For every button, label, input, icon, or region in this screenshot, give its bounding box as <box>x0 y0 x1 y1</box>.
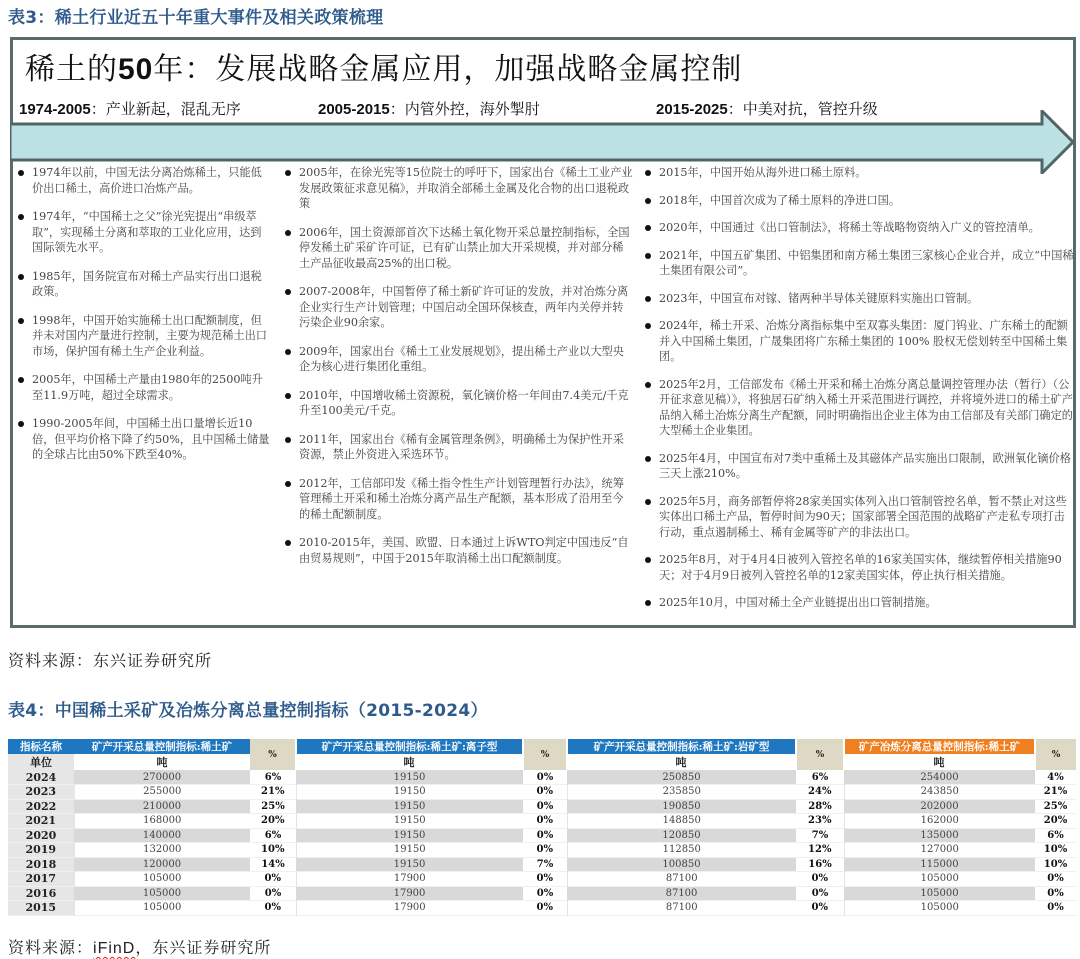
year-cell: 2015 <box>8 901 74 916</box>
timeline-heading <box>25 44 742 88</box>
value-cell: 243850 <box>844 785 1035 800</box>
year-cell: 2021 <box>8 814 74 829</box>
event-item: 2025年2月，工信部发布《稀土开采和稀土冶炼分离总量调控管理办法（暂行）（公开征求意见稿）》，将独居石矿纳入稀土开采范围进行调控，并将境外进口的稀土矿产品纳入稀土冶炼分离生产配额，同时明确指出企业主体为由工信部及有关部门确定的大型稀土企业集团。 <box>643 377 1075 439</box>
pct-cell: 0% <box>523 799 567 814</box>
value-cell: 87100 <box>567 886 796 901</box>
event-item: 2006年，国土资源部首次下达稀土氧化物开采总量控制指标，全国停发稀土矿采矿许可证，已有矿山禁止加大开采规模，并对部分稀土产品征收最高25%的出口税。 <box>283 225 633 272</box>
pct-cell: 0% <box>523 901 567 916</box>
event-item: 2021年，中国五矿集团、中铝集团和南方稀土集团三家核心企业合并，成立“中国稀土集团有限公司”。 <box>643 248 1075 279</box>
table-row <box>8 901 1076 916</box>
unit-col-1: 吨 <box>74 754 250 770</box>
table-row <box>8 799 1076 814</box>
table-row <box>8 814 1076 829</box>
pct-cell: 25% <box>1035 799 1076 814</box>
header-indicator-name: 指标名称 <box>8 739 74 754</box>
pct-cell: 16% <box>796 857 844 872</box>
value-cell: 87100 <box>567 872 796 887</box>
value-cell: 17900 <box>296 886 523 901</box>
pct-cell: 0% <box>523 828 567 843</box>
event-item: 2018年，中国首次成为了稀土原料的净进口国。 <box>643 193 1075 209</box>
pct-cell: 10% <box>1035 857 1076 872</box>
value-cell: 254000 <box>844 770 1035 785</box>
pct-cell: 20% <box>250 814 296 829</box>
source-note-table3 <box>8 648 212 671</box>
value-cell: 202000 <box>844 799 1035 814</box>
table3-title: 表3：稀土行业近五十年重大事件及相关政策梳理 <box>8 8 384 28</box>
value-cell: 87100 <box>567 901 796 916</box>
header-pct-2: % <box>523 739 567 770</box>
pct-cell: 10% <box>250 843 296 858</box>
value-cell: 140000 <box>74 828 250 843</box>
unit-label: 单位 <box>8 754 74 770</box>
value-cell: 100850 <box>567 857 796 872</box>
event-item: 2009年，国家出台《稀土工业发展规划》，提出稀土产业以大型央企为核心进行集团化重组。 <box>283 344 633 375</box>
pct-cell: 6% <box>250 828 296 843</box>
value-cell: 168000 <box>74 814 250 829</box>
value-cell: 120850 <box>567 828 796 843</box>
era-desc: ：中美对抗，管控升级 <box>727 100 878 118</box>
event-item: 2012年，工信部印发《稀土指令性生产计划管理暂行办法》，统筹管理稀土开采和稀土冶炼分离产品生产配额，基本形成了沿用至今的稀土配额制度。 <box>283 476 633 523</box>
value-cell: 19150 <box>296 785 523 800</box>
era-years: 2015-2025 <box>656 101 728 118</box>
event-item: 2005年，中国稀土产量由1980年的2500吨升至11.9万吨，超过全球需求。 <box>16 372 271 403</box>
value-cell: 120000 <box>74 857 250 872</box>
heading-prefix: 稀土的 <box>25 52 118 87</box>
era-desc: ：产业新起，混乱无序 <box>90 100 241 118</box>
event-item: 1985年，国务院宣布对稀土产品实行出口退税政策。 <box>16 269 271 300</box>
table-row <box>8 843 1076 858</box>
value-cell: 270000 <box>74 770 250 785</box>
value-cell: 148850 <box>567 814 796 829</box>
header-pct-3: % <box>796 739 844 770</box>
value-cell: 190850 <box>567 799 796 814</box>
pct-cell: 28% <box>796 799 844 814</box>
pct-cell: 0% <box>1035 901 1076 916</box>
header-pct-1: % <box>250 739 296 770</box>
year-cell: 2024 <box>8 770 74 785</box>
header-pct-4: % <box>1035 739 1076 770</box>
year-cell: 2022 <box>8 799 74 814</box>
source-label: 资料来源： <box>8 938 94 957</box>
pct-cell: 0% <box>796 872 844 887</box>
value-cell: 255000 <box>74 785 250 800</box>
pct-cell: 21% <box>1035 785 1076 800</box>
value-cell: 105000 <box>74 901 250 916</box>
header-col-4: 矿产冶炼分离总量控制指标:稀土矿 <box>844 739 1035 754</box>
pct-cell: 0% <box>523 770 567 785</box>
event-item: 1974年，“中国稀土之父”徐光宪提出“串级萃取”，实现稀土分离和萃取的工业化应用，达到国际领先水平。 <box>16 209 271 256</box>
year-cell: 2018 <box>8 857 74 872</box>
year-cell: 2017 <box>8 872 74 887</box>
table-row <box>8 770 1076 785</box>
event-item: 1998年，中国开始实施稀土出口配额制度，但并未对国内产量进行控制，主要为规范稀土出口市场，保护国有稀土生产企业利益。 <box>16 313 271 360</box>
header-col-3: 矿产开采总量控制指标:稀土矿:岩矿型 <box>567 739 796 754</box>
pct-cell: 23% <box>796 814 844 829</box>
table-row <box>8 872 1076 887</box>
value-cell: 115000 <box>844 857 1035 872</box>
year-cell: 2019 <box>8 843 74 858</box>
event-item: 1990-2005年间，中国稀土出口量增长近10倍，但平均价格下降了约50%，且中国稀土储量的全球占比由50%下跌至40%。 <box>16 416 271 463</box>
event-item: 2005年，在徐光宪等15位院士的呼吁下，国家出台《稀土工业产业发展政策征求意见稿》，并取消全部稀土金属及化合物的出口退税政策 <box>283 165 633 212</box>
era-desc: ：内管外控，海外掣肘 <box>389 100 540 118</box>
event-item: 2007-2008年，中国暂停了稀土新矿许可证的发放，并对冶炼分离企业实行生产计划管理；中国启动全国环保核查，两年内关停并转污染企业90余家。 <box>283 284 633 331</box>
value-cell: 127000 <box>844 843 1035 858</box>
unit-col-4: 吨 <box>844 754 1035 770</box>
value-cell: 112850 <box>567 843 796 858</box>
pct-cell: 0% <box>1035 872 1076 887</box>
value-cell: 105000 <box>74 886 250 901</box>
pct-cell: 6% <box>1035 828 1076 843</box>
unit-col-2: 吨 <box>296 754 523 770</box>
year-cell: 2016 <box>8 886 74 901</box>
event-item: 2010-2015年，美国、欧盟、日本通过上诉WTO判定中国违反“自由贸易规则”，中国于2015年取消稀土出口配额制度。 <box>283 535 633 566</box>
era-events-column-3 <box>643 165 1075 623</box>
pct-cell: 6% <box>250 770 296 785</box>
event-item: 2020年，中国通过《出口管制法》，将稀土等战略物资纳入广义的管控清单。 <box>643 220 1075 236</box>
pct-cell: 10% <box>1035 843 1076 858</box>
table-header-row <box>8 739 1076 754</box>
pct-cell: 0% <box>250 872 296 887</box>
value-cell: 105000 <box>844 886 1035 901</box>
pct-cell: 0% <box>250 901 296 916</box>
event-item: 2023年，中国宣布对镓、锗两种半导体关键原料实施出口管制。 <box>643 291 1075 307</box>
table-row <box>8 886 1076 901</box>
value-cell: 132000 <box>74 843 250 858</box>
value-cell: 235850 <box>567 785 796 800</box>
heading-suffix: 年：发展战略金属应用，加强战略金属控制 <box>153 52 743 87</box>
value-cell: 210000 <box>74 799 250 814</box>
source-ifind: iFinD <box>93 940 136 957</box>
pct-cell: 6% <box>796 770 844 785</box>
pct-cell: 0% <box>523 872 567 887</box>
value-cell: 105000 <box>74 872 250 887</box>
heading-number: 50 <box>118 53 154 86</box>
pct-cell: 0% <box>523 886 567 901</box>
event-item: 2024年，稀土开采、冶炼分离指标集中至双寡头集团：厦门钨业、广东稀土的配额并入中国稀土集团，广晟集团将广东稀土集团的 100% 股权无偿划转至中国稀土集团。 <box>643 318 1075 365</box>
event-item: 2025年4月，中国宣布对7类中重稀土及其磁体产品实施出口限制，欧洲氧化镝价格三天上涨210%。 <box>643 451 1075 482</box>
pct-cell: 12% <box>796 843 844 858</box>
pct-cell: 0% <box>523 843 567 858</box>
value-cell: 105000 <box>844 872 1035 887</box>
unit-col-3: 吨 <box>567 754 796 770</box>
source-text: 东兴证券研究所 <box>93 651 213 670</box>
value-cell: 162000 <box>844 814 1035 829</box>
year-cell: 2023 <box>8 785 74 800</box>
source-note-table4 <box>8 935 271 958</box>
value-cell: 19150 <box>296 857 523 872</box>
era-years: 2005-2015 <box>318 101 390 118</box>
header-col-2: 矿产开采总量控制指标:稀土矿:离子型 <box>296 739 523 754</box>
table-row <box>8 785 1076 800</box>
value-cell: 105000 <box>844 901 1035 916</box>
era-events-column-1 <box>16 165 271 476</box>
pct-cell: 25% <box>250 799 296 814</box>
quota-table <box>8 739 1076 916</box>
value-cell: 17900 <box>296 901 523 916</box>
pct-cell: 0% <box>523 785 567 800</box>
pct-cell: 0% <box>796 886 844 901</box>
pct-cell: 21% <box>250 785 296 800</box>
header-col-1: 矿产开采总量控制指标:稀土矿 <box>74 739 250 754</box>
value-cell: 19150 <box>296 828 523 843</box>
value-cell: 19150 <box>296 814 523 829</box>
source-label: 资料来源： <box>8 651 94 670</box>
source-text: ，东兴证券研究所 <box>135 938 272 957</box>
pct-cell: 0% <box>523 814 567 829</box>
timeline-arrow-shape <box>10 111 1073 173</box>
value-cell: 19150 <box>296 799 523 814</box>
table4-title: 表4：中国稀土采矿及冶炼分离总量控制指标（2015-2024） <box>8 701 488 721</box>
value-cell: 19150 <box>296 843 523 858</box>
pct-cell: 0% <box>250 886 296 901</box>
pct-cell: 24% <box>796 785 844 800</box>
value-cell: 19150 <box>296 770 523 785</box>
event-item: 2010年，中国增收稀土资源税，氧化镝价格一年间由7.4美元/千克升至100美元/千克。 <box>283 388 633 419</box>
pct-cell: 20% <box>1035 814 1076 829</box>
pct-cell: 7% <box>523 857 567 872</box>
pct-cell: 0% <box>1035 886 1076 901</box>
table-row <box>8 828 1076 843</box>
pct-cell: 0% <box>796 901 844 916</box>
table-row <box>8 857 1076 872</box>
era-years: 1974-2005 <box>19 101 91 118</box>
value-cell: 135000 <box>844 828 1035 843</box>
timeline-box <box>10 37 1076 628</box>
value-cell: 250850 <box>567 770 796 785</box>
pct-cell: 7% <box>796 828 844 843</box>
event-item: 2025年10月，中国对稀土全产业链提出出口管制措施。 <box>643 595 1075 611</box>
era-events-column-2 <box>283 165 633 579</box>
pct-cell: 4% <box>1035 770 1076 785</box>
event-item: 1974年以前，中国无法分离冶炼稀土，只能低价出口稀土，高价进口冶炼产品。 <box>16 165 271 196</box>
value-cell: 17900 <box>296 872 523 887</box>
year-cell: 2020 <box>8 828 74 843</box>
event-item: 2011年，国家出台《稀有金属管理条例》，明确稀土为保护性开采资源，禁止外资进入采选环节。 <box>283 432 633 463</box>
pct-cell: 14% <box>250 857 296 872</box>
event-item: 2025年5月，商务部暂停将28家美国实体列入出口管制管控名单，暂不禁止对这些实体出口稀土产品，暂停时间为90天；国家部署全国范围的战略矿产走私专项打击行动，重点遏制稀土、稀有金属等矿产的非法出口。 <box>643 494 1075 541</box>
event-item: 2025年8月，对于4月4日被列入管控名单的16家美国实体，继续暂停相关措施90天；对于4月9日被列入管控名单的12家美国实体，停止执行相关措施。 <box>643 552 1075 583</box>
event-item: 2015年，中国开始从海外进口稀土原料。 <box>643 165 1075 181</box>
